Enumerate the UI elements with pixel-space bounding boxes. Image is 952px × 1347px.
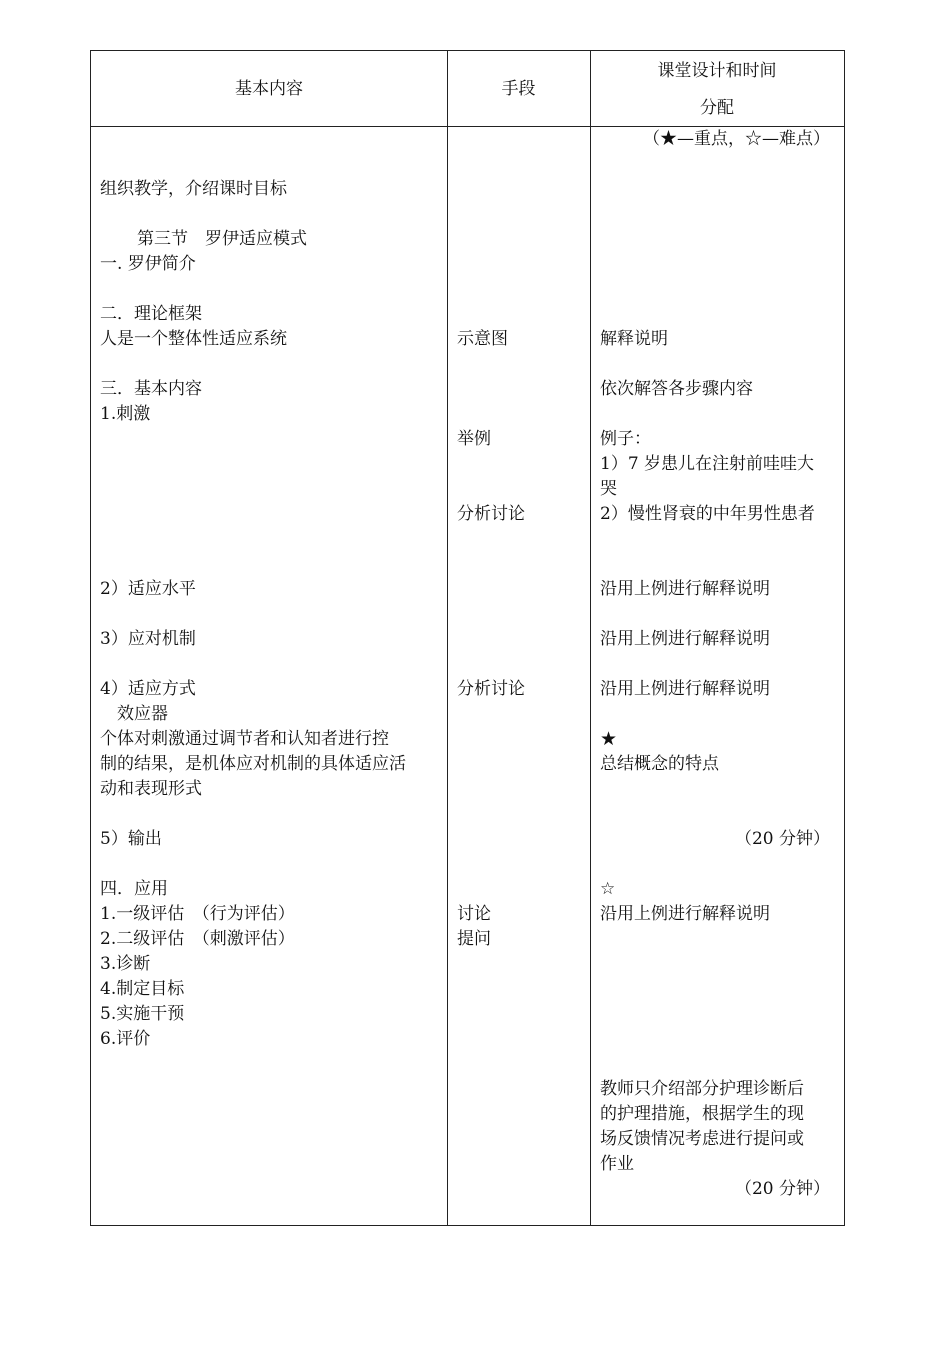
content-item-4-6: 6.评价 <box>100 1029 151 1049</box>
content-item-4-3: 3.诊断 <box>100 954 151 974</box>
header-method: 手段 <box>501 79 536 99</box>
content-item-2: 二．理论框架 <box>100 304 202 324</box>
header-design-line2: 分配 <box>700 98 734 118</box>
time-allocation-2: （20 分钟） <box>734 1179 830 1199</box>
method-questioning: 提问 <box>457 929 491 949</box>
content-item-4-2: 2.二级评估 （刺激评估） <box>100 929 295 949</box>
content-item-3-2: 2）适应水平 <box>100 579 196 599</box>
design-explain: 解释说明 <box>600 329 668 349</box>
header-basic-content: 基本内容 <box>235 79 303 99</box>
method-analysis-1: 分析讨论 <box>457 504 525 524</box>
content-item-4-5: 5.实施干预 <box>100 1004 185 1024</box>
header-design-line1: 课堂设计和时间 <box>657 61 777 81</box>
design-reuse-3: 沿用上例进行解释说明 <box>600 679 770 699</box>
design-example-1: 1）7 岁患儿在注射前哇哇大 <box>600 454 815 474</box>
method-discussion: 讨论 <box>457 904 491 924</box>
method-analysis-2: 分析讨论 <box>457 679 525 699</box>
legend-text: （★—重点，☆—难点） <box>643 129 830 149</box>
content-item-3-4-desc-3: 动和表现形式 <box>100 779 202 799</box>
time-allocation-1: （20 分钟） <box>734 829 830 849</box>
content-item-3-3: 3）应对机制 <box>100 629 196 649</box>
content-item-2-desc: 人是一个整体性适应系统 <box>100 329 287 349</box>
design-example-2: 2）慢性肾衰的中年男性患者 <box>600 504 815 524</box>
method-example: 举例 <box>457 429 491 449</box>
content-item-3: 三．基本内容 <box>100 379 202 399</box>
design-teacher-note-4: 作业 <box>600 1154 634 1174</box>
section-title: 第三节 罗伊适应模式 <box>137 229 307 249</box>
column-divider-1 <box>447 51 448 1225</box>
key-point-star-icon: ★ <box>600 728 618 750</box>
content-item-1: 一. 罗伊简介 <box>100 254 196 274</box>
content-item-3-1: 1.刺激 <box>100 404 151 424</box>
design-summary: 总结概念的特点 <box>600 754 719 774</box>
content-item-4: 四．应用 <box>100 879 168 899</box>
design-teacher-note-1: 教师只介绍部分护理诊断后 <box>600 1079 804 1099</box>
content-item-3-4-sub: 效应器 <box>117 704 168 724</box>
content-item-4-4: 4.制定目标 <box>100 979 185 999</box>
design-example-label: 例子： <box>600 429 651 449</box>
design-reuse-2: 沿用上例进行解释说明 <box>600 629 770 649</box>
lesson-plan-table <box>90 50 845 1226</box>
design-example-1-cont: 哭 <box>600 479 617 499</box>
design-teacher-note-2: 的护理措施，根据学生的现 <box>600 1104 804 1124</box>
design-steps: 依次解答各步骤内容 <box>600 379 753 399</box>
design-reuse-1: 沿用上例进行解释说明 <box>600 579 770 599</box>
method-diagram: 示意图 <box>457 329 508 349</box>
content-item-4-1: 1.一级评估 （行为评估） <box>100 904 295 924</box>
column-divider-2 <box>590 51 591 1225</box>
design-reuse-4: 沿用上例进行解释说明 <box>600 904 770 924</box>
difficult-point-star-icon: ☆ <box>600 879 616 899</box>
content-item-3-4: 4）适应方式 <box>100 679 196 699</box>
content-item-3-4-desc-2: 制的结果，是机体应对机制的具体适应活 <box>100 754 406 774</box>
content-item-3-5: 5）输出 <box>100 829 162 849</box>
design-teacher-note-3: 场反馈情况考虑进行提问或 <box>600 1129 804 1149</box>
intro-text: 组织教学，介绍课时目标 <box>100 179 287 199</box>
content-item-3-4-desc-1: 个体对刺激通过调节者和认知者进行控 <box>100 729 389 749</box>
